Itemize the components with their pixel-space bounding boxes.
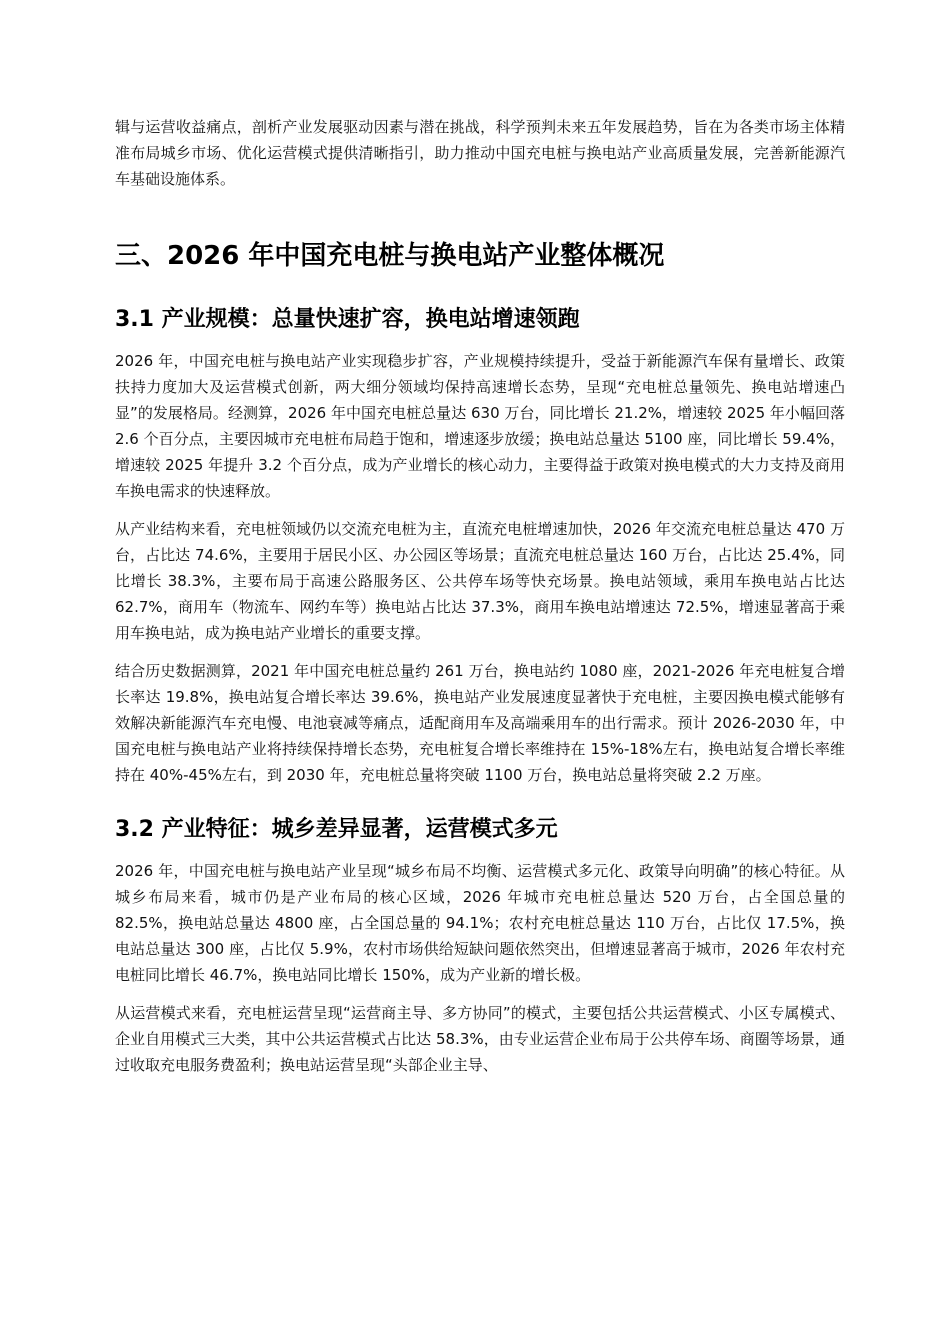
paragraph-3-1-3: 结合历史数据测算，2021 年中国充电桩总量约 261 万台，换电站约 1080 座，2021-2026 年充电桩复合增长率达 19.8%，换电站复合增长率达 39.6%，换电站产业发展速度显著快于充电桩，主要因换电模式能够有效解决新能源汽车充电慢、电池衰减等痛点，适配商用车及高端乘用车的出行需求。预计 2026-2030 年，中国充电桩与换电站产业将持续保持增长态势，充电桩复合增长率维持在 15%-18%左右，换电站复合增长率维持在 40%-45%左右，到 2030 年，充电桩总量将突破 1100 万台，换电站总量将突破 2.2 万座。: [115, 662, 845, 784]
subsection-title-3-1: 3.1 产业规模：总量快速扩容，换电站增速领跑: [115, 307, 580, 332]
paragraph-3-2-2: 从运营模式来看，充电桩运营呈现“运营商主导、多方协同”的模式，主要包括公共运营模式、小区专属模式、企业自用模式三大类，其中公共运营模式占比达 58.3%，由专业运营企业布局于公共停车场、商圈等场景，通过收取充电服务费盈利；换电站运营呈现“头部企业主导、: [115, 1004, 845, 1074]
paragraph-3-1-2: 从产业结构来看，充电桩领域仍以交流充电桩为主，直流充电桩增速加快，2026 年交流充电桩总量达 470 万台，占比达 74.6%，主要用于居民小区、办公园区等场景；直流充电桩总量达 160 万台，占比达 25.4%，同比增长 38.3%，主要布局于高速公路服务区、公共停车场等快充场景。换电站领域，乘用车换电站占比达 62.7%，商用车（物流车、网约车等）换电站占比达 37.3%，商用车换电站增速达 72.5%，增速显著高于乘用车换电站，成为换电站产业增长的重要支撑。: [115, 520, 845, 642]
subsection-title-3-2: 3.2 产业特征：城乡差异显著，运营模式多元: [115, 817, 558, 842]
intro-paragraph: 辑与运营收益痛点，剖析产业发展驱动因素与潜在挑战，科学预判未来五年发展趋势，旨在为各类市场主体精准布局城乡市场、优化运营模式提供清晰指引，助力推动中国充电桩与换电站产业高质量发展，完善新能源汽车基础设施体系。: [115, 118, 845, 188]
section-title: 三、2026 年中国充电桩与换电站产业整体概况: [115, 241, 665, 271]
paragraph-3-1-1: 2026 年，中国充电桩与换电站产业实现稳步扩容，产业规模持续提升，受益于新能源汽车保有量增长、政策扶持力度加大及运营模式创新，两大细分领域均保持高速增长态势，呈现“充电桩总量领先、换电站增速凸显”的发展格局。经测算，2026 年中国充电桩总量达 630 万台，同比增长 21.2%，增速较 2025 年小幅回落 2.6 个百分点，主要因城市充电桩布局趋于饱和，增速逐步放缓；换电站总量达 5100 座，同比增长 59.4%，增速较 2025 年提升 3.2 个百分点，成为产业增长的核心动力，主要得益于政策对换电模式的大力支持及商用车换电需求的快速释放。: [115, 352, 845, 500]
document-page: [115, 114, 845, 1090]
paragraph-3-2-1: 2026 年，中国充电桩与换电站产业呈现“城乡布局不均衡、运营模式多元化、政策导向明确”的核心特征。从城乡布局来看，城市仍是产业布局的核心区域，2026 年城市充电桩总量达 520 万台，占全国总量的 82.5%，换电站总量达 4800 座，占全国总量的 94.1%；农村充电桩总量达 110 万台，占比仅 17.5%，换电站总量达 300 座，占比仅 5.9%，农村市场供给短缺问题依然突出，但增速显著高于城市，2026 年农村充电桩同比增长 46.7%，换电站同比增长 150%，成为产业新的增长极。: [115, 862, 845, 984]
